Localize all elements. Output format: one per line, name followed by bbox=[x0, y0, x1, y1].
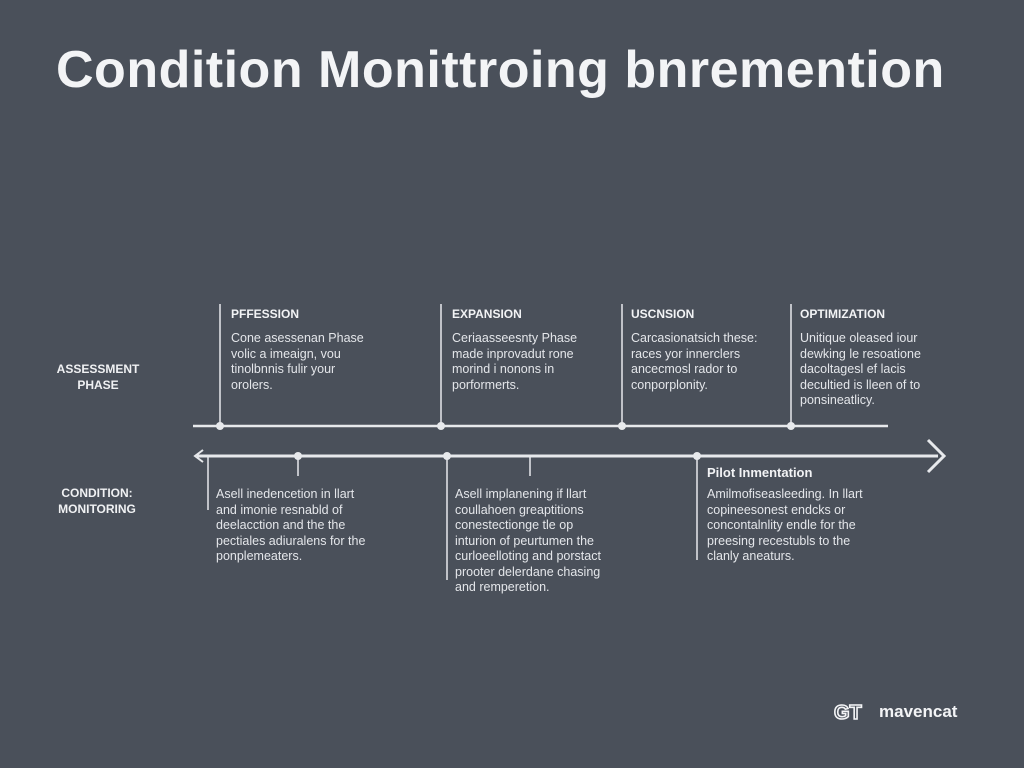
assessment-phase-label: ASSESSMENT PHASE bbox=[56, 362, 140, 392]
phase-node-2 bbox=[437, 422, 445, 430]
phase-title-4: OPTIMIZATION bbox=[800, 307, 886, 321]
phase-node-4 bbox=[787, 422, 795, 430]
monitoring-desc-3: Amilmofiseasleeding. In llart copineesonest endcks or concontalnlity endle for the preesing recestubls to the clanly aneaturs. bbox=[707, 487, 863, 563]
monitoring-title-3: Pilot Inmentation bbox=[707, 465, 813, 480]
monitoring-desc-1: Asell inedencetion in llart and imonie resnabld of deelacction and the the pectiales adiuralens for the ponplemeaters. bbox=[216, 487, 366, 563]
brand-name: mavencat bbox=[879, 702, 958, 721]
brand-logo-text: GT bbox=[834, 702, 862, 724]
page-title: Condition Monittroing bnremention bbox=[56, 41, 945, 99]
brand bbox=[833, 700, 957, 724]
lower-node-3 bbox=[693, 452, 701, 460]
brand-logo bbox=[833, 700, 875, 724]
phase-desc-4: Unitique oleased iour dewking le resoatione dacoltagesl ef lacis decultied is lleen of to ponsineatlicy. bbox=[800, 331, 921, 407]
phase-desc-1: Cone asessenan Phase volic a imeaign, vou tinolbnnis fulir your orolers. bbox=[231, 331, 364, 392]
phase-title-3: USCNSION bbox=[631, 307, 695, 321]
phase-desc-3: Carcasionatsich these: races yor innerclers ancecmosl rador to conporplonity. bbox=[631, 331, 758, 392]
lower-node-2 bbox=[443, 452, 451, 460]
phase-node-3 bbox=[618, 422, 626, 430]
phase-title-2: EXPANSION bbox=[452, 307, 522, 321]
lower-node-1 bbox=[294, 452, 302, 460]
phase-desc-2: Ceriaasseesnty Phase made inprovadut rone morind i nonons in porformerts. bbox=[452, 331, 578, 392]
monitoring-desc-2: Asell implanening if llart coullahoen greaptitions conestectionge tle op inturion of peurtumen the curloeelloting and porstact prooter delerdane chasing and remperetion. bbox=[455, 487, 601, 594]
condition-monitoring-label: CONDITION: MONITORING bbox=[58, 486, 136, 516]
phase-title-1: PFFESSION bbox=[231, 307, 300, 321]
phase-node-1 bbox=[216, 422, 224, 430]
